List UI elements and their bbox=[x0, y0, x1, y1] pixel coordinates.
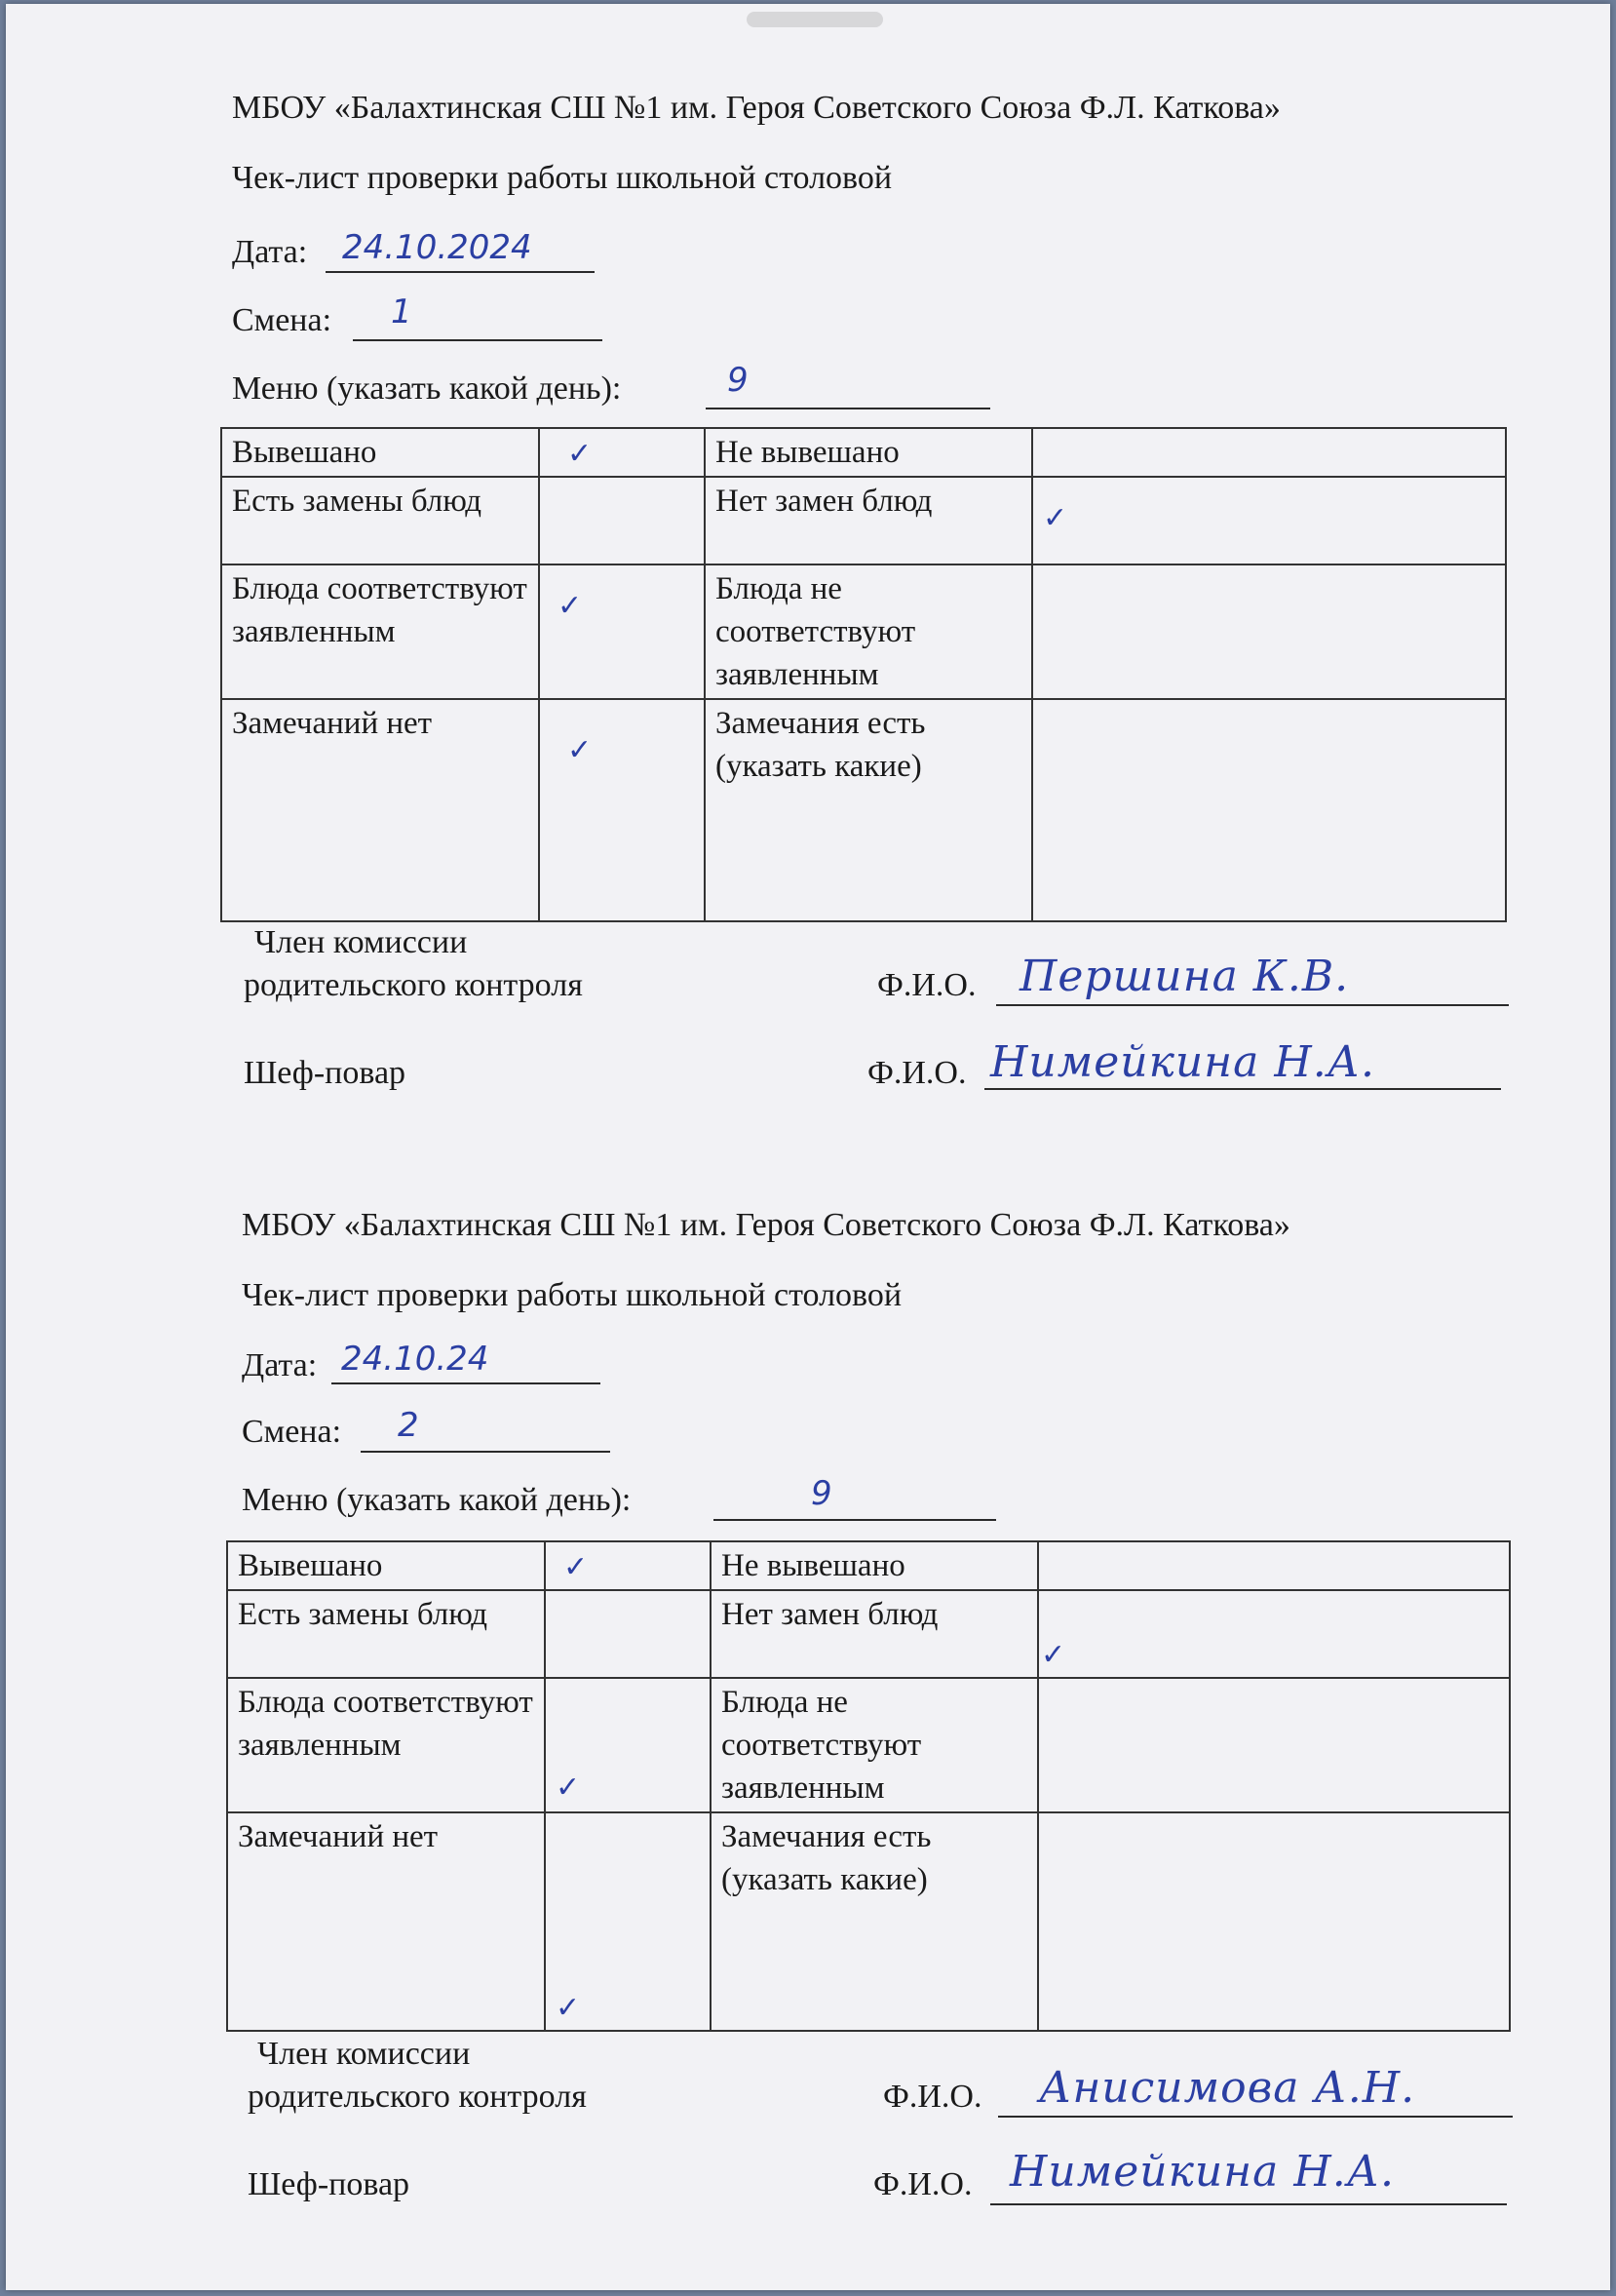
row-label: Вывешано bbox=[227, 1541, 545, 1590]
mark-cell[interactable] bbox=[1032, 564, 1506, 699]
checklist-table bbox=[226, 1540, 1511, 2032]
mark-cell[interactable] bbox=[1032, 477, 1506, 564]
mark-cell[interactable] bbox=[539, 699, 705, 921]
row-label: Блюда не соответствуют заявленным bbox=[705, 564, 1032, 699]
shift-value: 2 bbox=[398, 1406, 419, 1445]
checklist-table bbox=[220, 427, 1507, 922]
mark-cell[interactable] bbox=[539, 477, 705, 564]
row-label: Есть замены блюд bbox=[221, 477, 539, 564]
table-row bbox=[221, 699, 1506, 921]
mark-cell[interactable] bbox=[1032, 699, 1506, 921]
table-row bbox=[221, 477, 1506, 564]
table-row bbox=[221, 428, 1506, 477]
mark-cell[interactable] bbox=[1038, 1812, 1510, 2031]
row-label: Блюда соответствуют заявленным bbox=[221, 564, 539, 699]
mark-cell[interactable] bbox=[539, 564, 705, 699]
chef-label: Шеф-повар bbox=[244, 1055, 406, 1091]
table-row bbox=[227, 1590, 1510, 1678]
row-label: Нет замен блюд bbox=[711, 1590, 1038, 1678]
table-row bbox=[227, 1812, 1510, 2031]
menu-value: 9 bbox=[727, 361, 749, 400]
org-name: МБОУ «Балахтинская СШ №1 им. Героя Советского Союза Ф.Л. Каткова» bbox=[232, 90, 1281, 126]
document-page bbox=[6, 4, 1610, 2290]
fio-label: Ф.И.О. bbox=[883, 2079, 982, 2115]
fio-label: Ф.И.О. bbox=[877, 967, 977, 1003]
menu-label: Меню (указать какой день): bbox=[232, 370, 622, 407]
menu-field[interactable] bbox=[713, 1482, 996, 1521]
check-mark: ✓ bbox=[1043, 501, 1068, 535]
date-label: Дата: bbox=[232, 234, 308, 270]
member-label-line2: родительского контроля bbox=[244, 967, 583, 1003]
check-mark: ✓ bbox=[556, 1991, 581, 2025]
date-value: 24.10.2024 bbox=[342, 228, 532, 267]
fio-label: Ф.И.О. bbox=[873, 2166, 973, 2202]
check-mark: ✓ bbox=[567, 437, 593, 471]
mark-cell[interactable] bbox=[539, 428, 705, 477]
member-signature: Першина К.В. bbox=[1020, 952, 1350, 1001]
row-label: Блюда соответствуют заявленным bbox=[227, 1678, 545, 1812]
chef-label: Шеф-повар bbox=[248, 2166, 410, 2202]
table-row bbox=[227, 1678, 1510, 1812]
date-label: Дата: bbox=[242, 1347, 318, 1383]
row-label: Замечания есть (указать какие) bbox=[705, 699, 1032, 921]
row-label: Есть замены блюд bbox=[227, 1590, 545, 1678]
org-name: МБОУ «Балахтинская СШ №1 им. Героя Советского Союза Ф.Л. Каткова» bbox=[242, 1207, 1290, 1243]
menu-value: 9 bbox=[811, 1474, 832, 1513]
row-label: Замечаний нет bbox=[221, 699, 539, 921]
mark-cell[interactable] bbox=[1038, 1541, 1510, 1590]
chef-signature: Нимейкина Н.А. bbox=[990, 1037, 1376, 1087]
shift-label: Смена: bbox=[242, 1414, 342, 1450]
chef-signature: Нимейкина Н.А. bbox=[1010, 2147, 1396, 2197]
menu-field[interactable] bbox=[706, 370, 990, 409]
member-label-line1: Член комиссии bbox=[257, 2036, 471, 2072]
row-label: Не вывешано bbox=[711, 1541, 1038, 1590]
row-label: Замечания есть (указать какие) bbox=[711, 1812, 1038, 2031]
shift-value: 1 bbox=[391, 292, 412, 331]
mark-cell[interactable] bbox=[1032, 428, 1506, 477]
check-mark: ✓ bbox=[563, 1550, 589, 1584]
shift-label: Смена: bbox=[232, 302, 332, 338]
check-mark: ✓ bbox=[1041, 1638, 1066, 1672]
member-signature: Анисимова А.Н. bbox=[1039, 2063, 1416, 2113]
mark-cell[interactable] bbox=[545, 1812, 711, 2031]
form-title: Чек-лист проверки работы школьной столовой bbox=[242, 1277, 903, 1313]
row-label: Не вывешано bbox=[705, 428, 1032, 477]
table-row bbox=[221, 564, 1506, 699]
check-mark: ✓ bbox=[567, 733, 593, 767]
fio-label: Ф.И.О. bbox=[867, 1055, 967, 1091]
checklist-form-1 bbox=[6, 4, 1610, 1106]
table-row bbox=[227, 1541, 1510, 1590]
menu-label: Меню (указать какой день): bbox=[242, 1482, 632, 1518]
mark-cell[interactable] bbox=[545, 1541, 711, 1590]
member-label-line1: Член комиссии bbox=[254, 924, 468, 960]
row-label: Вывешано bbox=[221, 428, 539, 477]
checklist-form-2 bbox=[6, 1115, 1610, 2217]
form-title: Чек-лист проверки работы школьной столовой bbox=[232, 160, 893, 196]
date-value: 24.10.24 bbox=[341, 1340, 489, 1379]
mark-cell[interactable] bbox=[1038, 1590, 1510, 1678]
check-mark: ✓ bbox=[558, 589, 583, 623]
mark-cell[interactable] bbox=[545, 1678, 711, 1812]
row-label: Замечаний нет bbox=[227, 1812, 545, 2031]
row-label: Блюда не соответствуют заявленным bbox=[711, 1678, 1038, 1812]
member-label-line2: родительского контроля bbox=[248, 2079, 587, 2115]
mark-cell[interactable] bbox=[545, 1590, 711, 1678]
check-mark: ✓ bbox=[556, 1771, 581, 1805]
row-label: Нет замен блюд bbox=[705, 477, 1032, 564]
mark-cell[interactable] bbox=[1038, 1678, 1510, 1812]
